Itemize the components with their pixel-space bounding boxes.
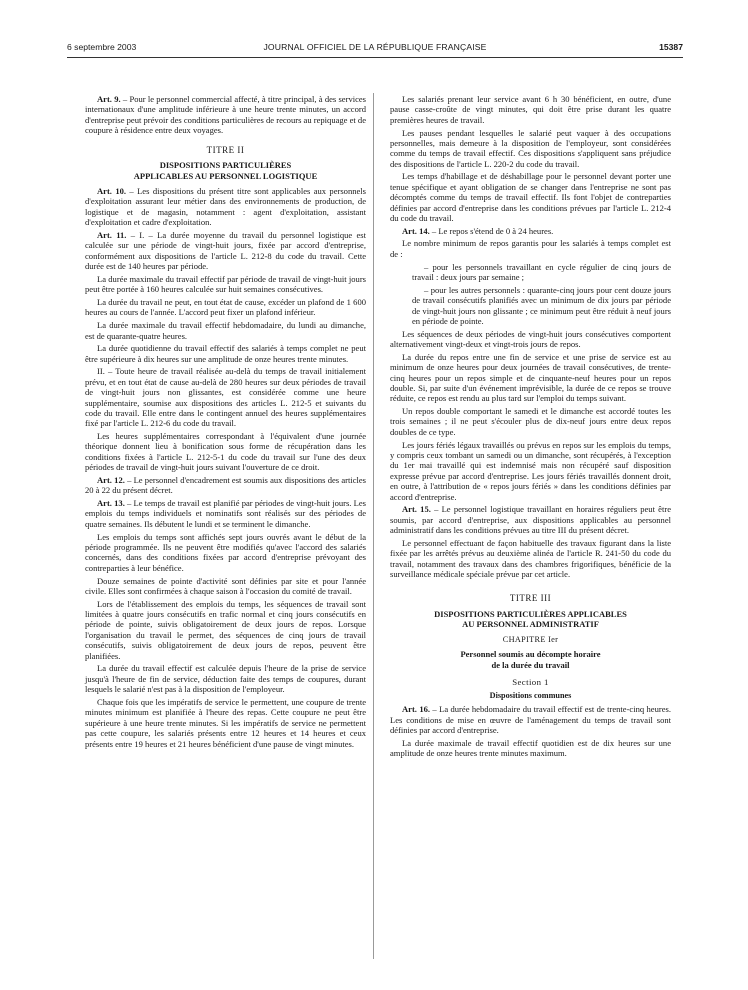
- titre-heading: TITRE II: [206, 144, 245, 155]
- header-date: 6 septembre 2003: [67, 42, 137, 52]
- paragraph: La durée maximale de travail effectif quotidien est de dix heures sur une amplitude de onze heures trente minutes maximum.: [390, 737, 671, 759]
- article-13: [85, 498, 366, 529]
- article-12: [85, 475, 366, 496]
- article-label: Art. 13.: [97, 498, 125, 509]
- paragraph: Les jours fériés légaux travaillés ou prévus en repos sur les emplois du temps, y compris ceux tombant un samedi ou un dimanche, sont récupérés, à l'exception du 1er mai travaillé qui est indemnisé mais non récupéré sauf disposition expresse prévue par accord d'entreprise. Les jours fériés travaillés donnent droit, en outre, à l'attribution de « repos jours fériés » dans les conditions définies par accord d'entreprise.: [390, 439, 671, 502]
- article-label: Art. 12.: [97, 474, 125, 485]
- article-text: – Les dispositions du présent titre sont applicables aux personnels d'exploitation assurant leur métier dans des environnements de production, de logistique et de magasin, notamment : agent d'exploitation, assistant d'exploitation et cadre d'exploitation.: [85, 186, 366, 228]
- article-label: Art. 16.: [402, 704, 431, 715]
- section-heading: Section 1: [512, 677, 549, 688]
- paragraph: Douze semaines de pointe d'activité sont définies par site et pour l'année civile. Elles sont confirmées à chaque saison à l'occasion du comité de travail.: [85, 575, 366, 596]
- paragraph: La durée maximale du travail effectif par période de travail de vingt-huit jours peut être portée à 160 heures calculée sur huit semaines consécutives.: [85, 273, 366, 295]
- paragraph: La durée du travail ne peut, en tout état de cause, excéder un plafond de 1 600 heures au cours de l'année. L'accord peut fixer un plafond inférieur.: [85, 296, 366, 318]
- paragraph: Les heures supplémentaires correspondant à l'équivalent d'une journée théorique donnent lieu à bonification sous forme de récupération dans les conditions fixées à l'article L. 212-5-1 du code du travail sur l'une des deux périodes de travail de vingt-huit jours suivant l'ouverture de ce droit.: [85, 431, 366, 473]
- paragraph: Un repos double comportant le samedi et le dimanche est accordé toutes les trois semaines ; il ne peut s'écouler plus de dix-neuf jours entre deux repos doubles de ce type.: [390, 406, 671, 437]
- header-rule: [67, 57, 683, 58]
- titre-subheading: DISPOSITIONS PARTICULIÈRES APPLICABLES AU PERSONNEL ADMINISTRATIF: [434, 608, 627, 630]
- list-item: – pour les autres personnels : quarante-cinq jours pour cent douze jours de travail consécutifs planifiés avec un minimum de dix jours par période de vingt-huit jours non glissante ; ce minimum peut être réduit à neuf jours en période de pointe.: [390, 285, 671, 327]
- paragraph: II. – Toute heure de travail réalisée au-delà du temps de travail initialement prévu, et en tout état de cause au-delà de 280 heures sur deux périodes de travail de vingt-huit jours non glissantes, est considérée comme une heure supplémentaire, soumise aux dispositions des articles L. 212-5 et suivants du code du travail. Elle entre dans le contingent annuel des heures supplémentaires fixé par l'article L. 212-6 du code du travail.: [85, 366, 366, 429]
- article-14: [390, 226, 671, 236]
- titre-heading: TITRE III: [509, 593, 552, 604]
- paragraph: Les séquences de deux périodes de vingt-huit jours consécutives comportent alternativement vingt-deux et vingt-trois jours de repos.: [390, 328, 671, 350]
- chapter-heading: CHAPITRE Ier: [502, 634, 559, 644]
- page-header: [67, 42, 683, 56]
- article-text: – Le repos s'étend de 0 à 24 heures.: [429, 225, 554, 236]
- paragraph: Les temps d'habillage et de déshabillage pour le personnel devant porter une tenue spécifique et ayant obligation de se changer dans l'entreprise ne sont pas décomptés comme du temps de travail effectif. Ils font l'objet de contreparties définies par accord d'entreprise dans les conditions prévues par l'article L. 212-4 du code du travail.: [390, 171, 671, 224]
- paragraph: La durée du travail effectif est calculée depuis l'heure de la prise de service jusqu'à l'heure de fin de service, déduction faite des temps de coupures, durant lesquels le salarié n'est pas à la disposition de l'employeur.: [85, 663, 366, 695]
- article-label: Art. 10.: [97, 186, 127, 197]
- paragraph: Le nombre minimum de repos garantis pour les salariés à temps complet est de :: [390, 238, 671, 259]
- paragraph: Les salariés prenant leur service avant 6 h 30 bénéficient, en outre, d'une pause casse-croûte de vingt minutes, qui doit être prise durant les quatre premières heures de travail.: [390, 94, 671, 125]
- paragraph: Lors de l'établissement des emplois du temps, les séquences de travail sont limitées à quatre jours consécutifs en trafic normal et cinq jours consécutifs en période de pointe, suivis obligatoirement de deux jours de repos. Lorsque l'organisation du travail le permet, des séquences de cinq jours de travail consécutifs, suivis obligatoirement de deux jours de repos, peuvent être planifiées.: [85, 598, 366, 661]
- article-9: [85, 94, 366, 136]
- article-text: – Le personnel logistique travaillant en horaires réguliers peut être soumis, par accord d'entreprise, aux dispositions applicables au personnel administratif dans les conditions prévues au titre III du présent décret.: [390, 504, 671, 536]
- article-label: Art. 15.: [402, 504, 431, 515]
- section-subheading: Dispositions communes: [489, 690, 572, 700]
- titre-subheading: DISPOSITIONS PARTICULIÈRES APPLICABLES AU PERSONNEL LOGISTIQUE: [133, 160, 318, 181]
- paragraph: Les emplois du temps sont affichés sept jours ouvrés avant le début de la période programmée. Ils ne peuvent être modifiés qu'avec l'accord des salariés concernés, dans des conditions fixées par accord d'entreprise prévoyant des contreparties à leur bénéfice.: [85, 531, 366, 573]
- paragraph: La durée maximale du travail effectif hebdomadaire, du lundi au dimanche, est de quarante-quatre heures.: [85, 320, 366, 341]
- article-text: – Le temps de travail est planifié par périodes de vingt-huit jours. Les emplois du temps individuels et nominatifs sont réalisés sur des périodes de quatre semaines. Ils débutent le lundi et se terminent le dimanche.: [85, 498, 366, 529]
- paragraph: La durée du repos entre une fin de service et une prise de service est au minimum de onze heures pour deux journées de travail consécutives, de trente-cinq heures pour un repos simple et de cinquante-neuf heures pour un repos double. Si, par suite d'un événement imprévisible, la durée de ce repos se trouve réduite, ce repos est rendu au plus tard sur l'emploi du temps suivant.: [390, 351, 671, 404]
- article-label: Art. 14.: [402, 225, 430, 236]
- column-divider: [373, 93, 374, 959]
- list-item: – pour les personnels travaillant en cycle régulier de cinq jours de travail : deux jours par semaine ;: [390, 262, 671, 283]
- page-number: 15387: [659, 42, 683, 52]
- article-text: – Pour le personnel commercial affecté, à titre principal, à des services internationaux d'une amplitude inférieure à une heure trente minutes, un accord d'entreprise peut prévoir des conditions particulières de recours au repiquage et de coupure à résidence entre deux voyages.: [85, 94, 367, 136]
- article-10: [85, 186, 366, 228]
- paragraph: Chaque fois que les impératifs de service le permettent, une coupure de trente minutes minimum est planifiée à l'heure des repas. Cette coupure ne peut être supérieure à une heure trente minutes. Si les impératifs de service ne permettent pas cette coupure, les salariés présents entre 12 heures et 14 heures et ceux présents entre 19 heures et 21 heures bénéficient d'une pause de vingt minutes.: [85, 696, 366, 749]
- article-label: Art. 11.: [97, 229, 127, 240]
- right-column: [390, 94, 671, 761]
- left-column: [85, 94, 366, 751]
- paragraph: Le personnel effectuant de façon habituelle des travaux figurant dans la liste fixée par les arrêtés prévus au deuxième alinéa de l'article R. 241-50 du code du travail, notamment des travaux dans des chambres frigorifiques, bénéficie de la surveillance médicale spéciale prévue par cet article.: [390, 537, 671, 580]
- article-text: – Le personnel d'encadrement est soumis aux dispositions des articles 20 à 22 du présent décret.: [85, 474, 366, 496]
- article-text: – I. – La durée moyenne du travail du personnel logistique est calculée sur une période de vingt-huit jours, fixée par accord d'entreprise, conformément aux dispositions de l'article L. 212-8 du code du travail. Cette durée est de 140 heures par période.: [85, 229, 366, 272]
- paragraph: La durée quotidienne du travail effectif des salariés à temps complet ne peut être supérieure à dix heures sur une amplitude de onze heures trente minutes.: [85, 343, 366, 364]
- chapter-subheading: Personnel soumis au décompte horaire de la durée du travail: [460, 649, 601, 670]
- article-text: – La durée hebdomadaire du travail effectif est de trente-cinq heures. Les conditions de mise en œuvre de l'aménagement du temps de travail sont définies par accord d'entreprise.: [390, 704, 671, 736]
- article-11: [85, 230, 366, 272]
- paragraph: Les pauses pendant lesquelles le salarié peut vaquer à des occupations personnelles, mais demeure à la disposition de l'employeur, sont considérées comme du temps de travail effectif. Ces dispositions s'appliquent sans préjudice des dispositions de l'article L. 220-2 du code du travail.: [390, 127, 671, 169]
- article-16: [390, 704, 671, 735]
- journal-title: JOURNAL OFFICIEL DE LA RÉPUBLIQUE FRANÇAISE: [263, 42, 487, 52]
- article-15: [390, 504, 671, 535]
- article-label: Art. 9.: [97, 94, 121, 104]
